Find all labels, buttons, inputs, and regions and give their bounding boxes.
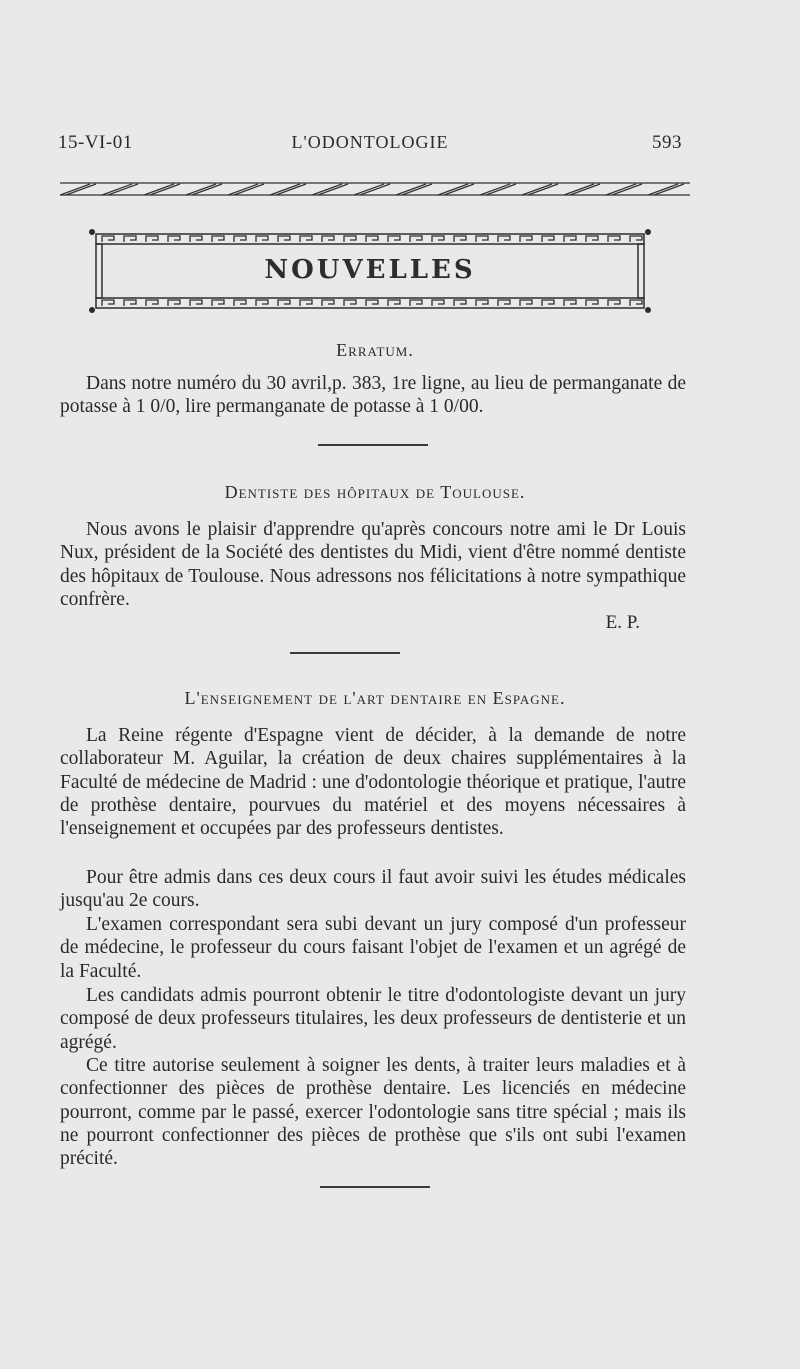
section-divider (318, 444, 428, 446)
enseignement-paragraph: Pour être admis dans ces deux cours il faut avoir suivi les études médicales jusqu'au 2e cours. (60, 867, 686, 912)
section-heading-erratum: Erratum. (336, 340, 414, 360)
enseignement-paragraph: Ce titre autorise seulement à soigner les dents, à traiter leurs maladies et à confectionner des pièces de prothèse dentaire. Les licenciés en médecine pourront, comme par le passé, exercer l'odontologie sans titre spécial ; mais ils ne pourront confectionner des pièces de prothèse que s'ils ont subi l'examen précité. (60, 1055, 686, 1170)
greek-key-ornament-top (60, 180, 690, 198)
erratum-paragraph: Dans notre numéro du 30 avril,p. 383, 1re ligne, au lieu de permanganate de potasse à 1 0/0, lire permanganate de potasse à 1 0/00. (60, 373, 686, 418)
banner-title: NOUVELLES (264, 255, 476, 285)
dentiste-paragraph: Nous avons le plaisir d'apprendre qu'après concours notre ami le Dr Louis Nux, président de la Société des dentistes du Midi, vient d'être nommé dentiste des hôpitaux de Toulouse. Nous adressons nos félicitations à notre sympathique confrère. (60, 519, 686, 610)
section-divider (320, 1186, 430, 1188)
section-heading-dentiste: Dentiste des hôpitaux de Toulouse. (224, 482, 526, 502)
page-number: 593 (652, 132, 682, 153)
enseignement-paragraph: L'examen correspondant sera subi devant un jury composé d'un professeur de médecine, le professeur du cours faisant l'objet de l'examen et un agrégé de la Faculté. (60, 914, 686, 982)
journal-title: L'ODONTOLOGIE (291, 132, 449, 152)
enseignement-paragraph: La Reine régente d'Espagne vient de décider, à la demande de notre collaborateur M. Aguilar, la création de deux chaires supplémentaires à la Faculté de médecine de Madrid : une d'odontologie théorique et pratique, l'autre de prothèse dentaire, pourvues du matériel et des moyens nécessaires à l'enseignement et occupées par des professeurs dentistes. (60, 725, 686, 840)
section-banner (88, 226, 652, 316)
section-divider (290, 652, 400, 654)
enseignement-paragraph: Les candidats admis pourront obtenir le titre d'odontologiste devant un jury composé de deux professeurs titulaires, les deux professeurs de dentisterie et un agrégé. (60, 985, 686, 1053)
issue-date: 15-VI-01 (58, 132, 133, 153)
signature: E. P. (605, 612, 640, 633)
section-heading-enseignement: L'enseignement de l'art dentaire en Espagne. (184, 688, 566, 708)
